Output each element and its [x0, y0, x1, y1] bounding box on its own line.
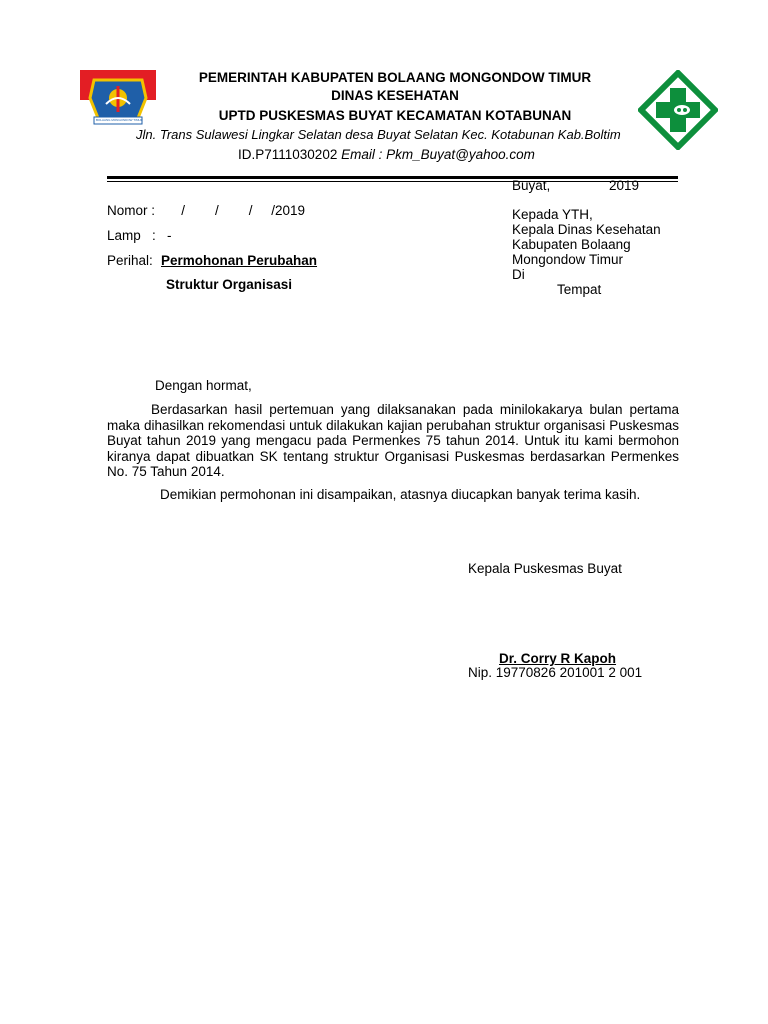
recipient-line6: Tempat	[557, 282, 602, 297]
letterhead-address: Jln. Trans Sulawesi Lingkar Selatan desa Buyat Selatan Kec. Kotabunan Kab.Boltim	[136, 127, 621, 142]
letterhead-email: Email : Pkm_Buyat@yahoo.com	[341, 147, 535, 162]
regency-logo	[80, 70, 156, 130]
logo-banner-text: BOLAANG MONGONDOW TIMUR	[96, 118, 143, 122]
letterhead-contact	[238, 147, 535, 162]
letterhead-divider-thin	[107, 181, 678, 182]
subject-value: Permohonan Perubahan	[161, 253, 318, 268]
closing-paragraph: Demikian permohonan ini disampaikan, atasnya diucapkan banyak terima kasih.	[160, 487, 641, 502]
letterhead-dept: DINAS KESEHATAN	[331, 88, 459, 103]
letterhead-unit: UPTD PUSKESMAS BUYAT KECAMATAN KOTABUNAN	[218, 108, 572, 123]
date-year: 2019	[609, 178, 640, 193]
recipient-line5: Di	[512, 267, 525, 282]
letterhead-id: ID.P7111030202	[238, 147, 338, 162]
letter-number: Nomor : / / / /2019	[107, 203, 306, 218]
signature-name: Dr. Corry R Kapoh	[499, 651, 617, 666]
signature-title: Kepala Puskesmas Buyat	[468, 561, 622, 576]
puskesmas-logo	[638, 70, 718, 150]
recipient-line4: Mongondow Timur	[512, 252, 624, 267]
letterhead-divider	[107, 176, 678, 179]
recipient-line2: Kepala Dinas Kesehatan	[512, 222, 661, 237]
letterhead-gov: PEMERINTAH KABUPATEN BOLAANG MONGONDOW TIMUR	[198, 70, 592, 85]
recipient-line1: Kepada YTH,	[512, 207, 593, 222]
recipient-line3: Kabupaten Bolaang	[512, 237, 631, 252]
attachment-field: Lamp : -	[107, 228, 172, 243]
greeting: Dengan hormat,	[155, 378, 252, 393]
date-place: Buyat,	[512, 178, 551, 193]
signature-nip: Nip. 19770826 201001 2 001	[468, 665, 643, 680]
subject-value-line2: Struktur Organisasi	[166, 277, 293, 292]
subject-label: Perihal:	[107, 253, 153, 268]
body-paragraph: Berdasarkan hasil pertemuan yang dilaksanakan pada minilokakarya bulan pertama maka dihasilkan rekomendasi untuk dilakukan kajian perubahan struktur organisasi Puskesmas Buyat tahun 2019 yang mengacu pada Permenkes 75 tahun 2014. Untuk itu kami bermohon kiranya dapat dibuatkan SK tentang struktur Organisasi Puskesmas berdasarkan Permenkes No. 75 Tahun 2014.	[107, 402, 679, 479]
